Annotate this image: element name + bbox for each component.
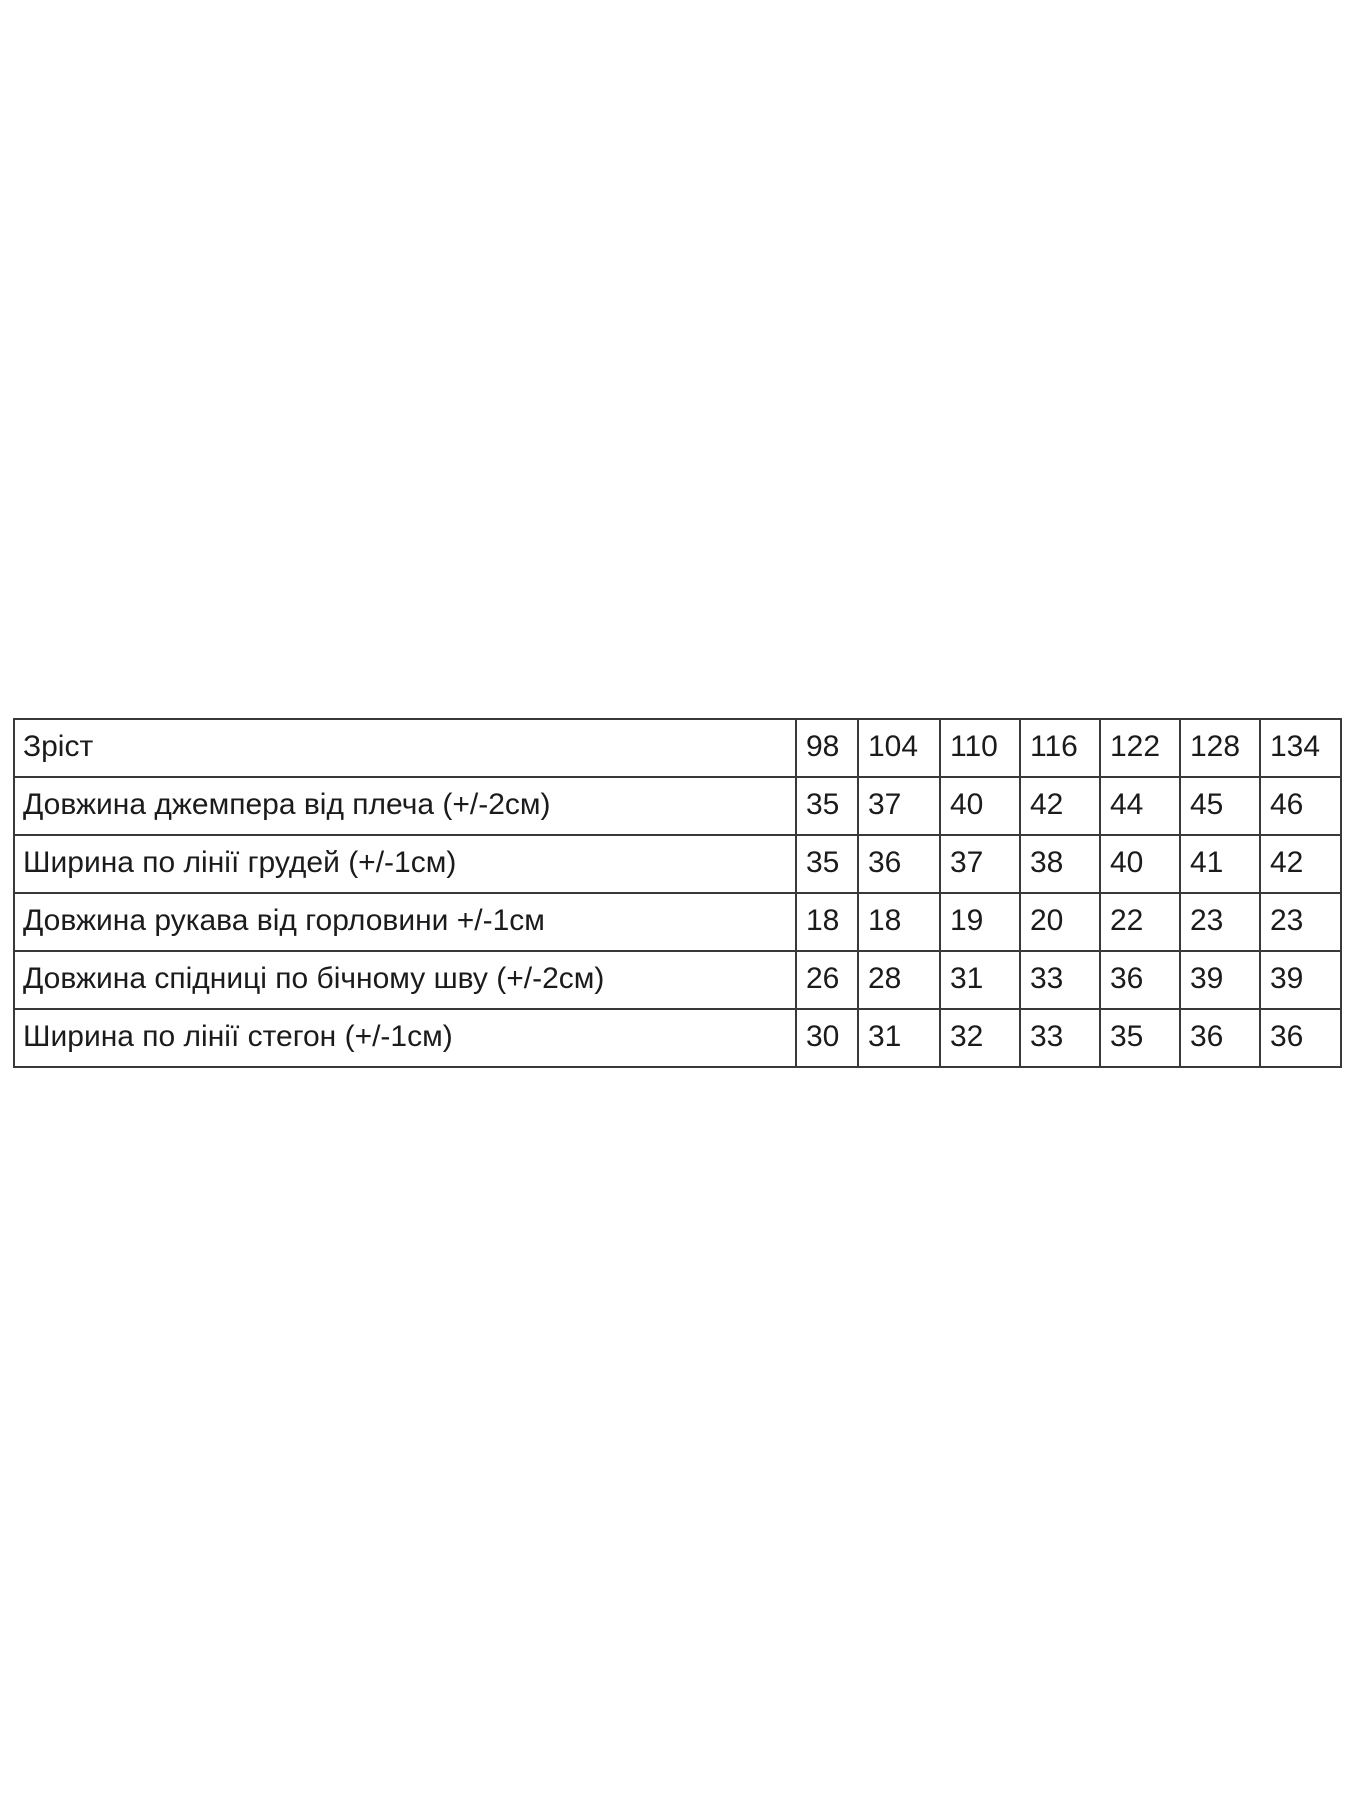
row-value: 39 [1260, 951, 1341, 1009]
row-value: 122 [1100, 719, 1180, 777]
table-row [14, 893, 1341, 951]
row-value: 23 [1260, 893, 1341, 951]
table-row [14, 719, 1341, 777]
row-label: Зріст [14, 719, 796, 777]
row-value: 36 [1180, 1009, 1260, 1067]
table-row [14, 951, 1341, 1009]
row-value: 31 [858, 1009, 940, 1067]
row-value: 40 [1100, 835, 1180, 893]
row-value: 116 [1020, 719, 1100, 777]
row-value: 36 [1100, 951, 1180, 1009]
row-value: 22 [1100, 893, 1180, 951]
row-label: Довжина джемпера від плеча (+/-2см) [14, 777, 796, 835]
row-value: 44 [1100, 777, 1180, 835]
row-value: 36 [858, 835, 940, 893]
row-value: 35 [796, 835, 858, 893]
row-value: 37 [940, 835, 1020, 893]
table-row [14, 777, 1341, 835]
row-value: 28 [858, 951, 940, 1009]
row-label: Ширина по лінії грудей (+/-1см) [14, 835, 796, 893]
row-value: 39 [1180, 951, 1260, 1009]
row-value: 20 [1020, 893, 1100, 951]
row-value: 40 [940, 777, 1020, 835]
row-value: 32 [940, 1009, 1020, 1067]
row-value: 134 [1260, 719, 1341, 777]
row-value: 33 [1020, 951, 1100, 1009]
row-value: 30 [796, 1009, 858, 1067]
row-value: 128 [1180, 719, 1260, 777]
row-label: Ширина по лінії стегон (+/-1см) [14, 1009, 796, 1067]
row-value: 42 [1260, 835, 1341, 893]
row-value: 18 [858, 893, 940, 951]
row-value: 35 [796, 777, 858, 835]
row-value: 26 [796, 951, 858, 1009]
row-label: Довжина рукава від горловини +/-1см [14, 893, 796, 951]
row-value: 33 [1020, 1009, 1100, 1067]
row-value: 37 [858, 777, 940, 835]
row-value: 41 [1180, 835, 1260, 893]
row-value: 38 [1020, 835, 1100, 893]
table-row [14, 835, 1341, 893]
row-value: 110 [940, 719, 1020, 777]
size-chart-container [13, 718, 1340, 1068]
table-row [14, 1009, 1341, 1067]
row-value: 18 [796, 893, 858, 951]
row-value: 98 [796, 719, 858, 777]
row-value: 45 [1180, 777, 1260, 835]
row-value: 19 [940, 893, 1020, 951]
row-value: 36 [1260, 1009, 1341, 1067]
row-value: 46 [1260, 777, 1341, 835]
row-value: 31 [940, 951, 1020, 1009]
row-value: 35 [1100, 1009, 1180, 1067]
size-chart-table [13, 718, 1342, 1068]
row-value: 42 [1020, 777, 1100, 835]
row-value: 104 [858, 719, 940, 777]
row-value: 23 [1180, 893, 1260, 951]
row-label: Довжина спідниці по бічному шву (+/-2см) [14, 951, 796, 1009]
